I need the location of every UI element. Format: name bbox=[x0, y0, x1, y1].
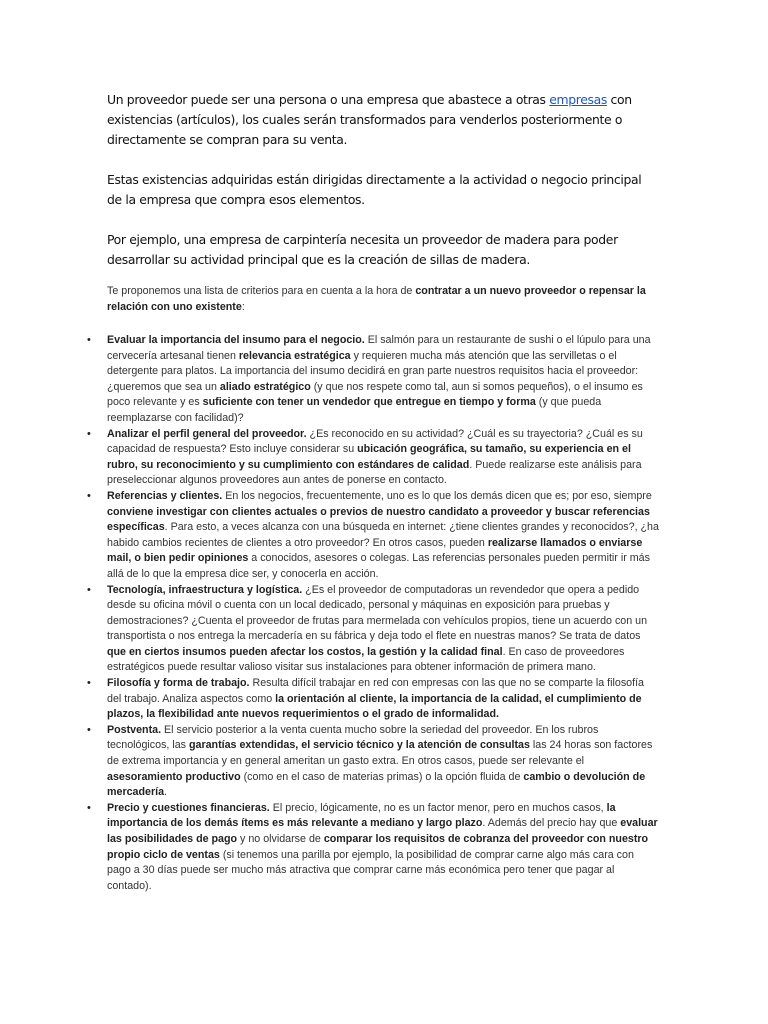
criteria-item-bold-text: Precio y cuestiones financieras. bbox=[107, 801, 270, 814]
criteria-item bbox=[87, 333, 660, 427]
criteria-item-text: . Para esto, a veces alcanza con una búsqueda en internet: ¿tiene clientes grandes y reconocidos?, ¿ha habido cambios recientes de clientes a otro proveedor? En otros casos, pueden bbox=[107, 521, 659, 549]
criteria-item-bold-text: suficiente con tener un vendedor que entregue en tiempo y forma bbox=[202, 396, 536, 409]
bullet-icon: • bbox=[87, 801, 91, 814]
criteria-item-bold-text: Postventa. bbox=[107, 723, 162, 736]
criteria-item-text: El servicio posterior a la venta cuenta mucho sobre la seriedad del proveedor. En los rubros tecnológicos, las bbox=[107, 723, 599, 752]
criteria-intro-bold: contratar a un nuevo proveedor o repensar la relación con uno existente bbox=[107, 285, 646, 313]
criteria-item-bold-text: la importancia de los demás ítems es más relevante a mediano y largo plazo bbox=[107, 801, 616, 830]
criteria-item-bold-text: Analizar el perfil general del proveedor. bbox=[107, 427, 307, 440]
criteria-item-text: (y que nos respete como tal, aun si somos pequeños), o el insumo es poco relevante y es bbox=[107, 380, 643, 409]
criteria-intro-text: Te proponemos una lista de criterios para en cuenta a la hora de bbox=[107, 285, 416, 297]
criteria-item-text: las 24 horas son factores de extrema importancia y en general ameritan un gasto extra. En otros casos, puede ser relevante el bbox=[107, 739, 653, 768]
criteria-item-bold-text: Referencias y clientes. bbox=[107, 489, 223, 502]
paragraph-example: Por ejemplo, una empresa de carpintería necesita un proveedor de madera para poder desarrollar su actividad principal que es la creación de sillas de madera. bbox=[107, 232, 618, 267]
criteria-item-text: y requieren mucha más atención que las servilletas o el detergente para platos. La importancia del insumo decidirá en gran parte nuestros requisitos hacia el proveedor: ¿queremos que sea un bbox=[107, 349, 639, 393]
criteria-item-text: . En caso de proveedores estratégicos puede resultar valioso visitar sus instalaciones para obtener información de primera mano. bbox=[107, 645, 625, 674]
paragraph-definition-text-before: Un proveedor puede ser una persona o una empresa que abastece a otras bbox=[107, 92, 550, 107]
criteria-item-bold-text: realizarse llamados o enviarse mail, o bien pedir opiniones bbox=[107, 536, 643, 565]
criteria-item-text: El salmón para un restaurante de sushi o el lúpulo para una cervecería artesanal tienen bbox=[107, 334, 651, 362]
criteria-item-bold-text: Filosofía y forma de trabajo. bbox=[107, 677, 250, 690]
criteria-item-text: ¿Es el proveedor de computadoras un revendedor que opera a pedido desde su oficina móvil o cuenta con un local dedicado, personal y máquinas en exposición para pruebas y demostraciones? ¿Cuenta el proveedor de frutas para mermelada con vehículos propios, tiene un acuerdo con un transportista o nos entrega la mercadería en su fábrica y deja todo el flete en nuestras manos? Se trata de datos bbox=[107, 583, 648, 643]
criteria-item-bold-text: Tecnología, infraestructura y logística. bbox=[107, 583, 303, 596]
empresas-link[interactable]: empresas bbox=[549, 92, 607, 107]
criteria-item-bold-text: relevancia estratégica bbox=[238, 349, 351, 362]
criteria-item-text: (como en el caso de materias primas) o la opción fluida de bbox=[240, 770, 524, 783]
criteria-item-bold-text: ubicación geográfica, su tamaño, su experiencia en el rubro, su reconocimiento y su cumplimiento con estándares de calidad bbox=[107, 443, 631, 471]
criteria-item-text: a conocidos, asesores o colegas. Las referencias personales pueden permitir ir más allá de lo que la empresa dice ser, y conocerla en acción. bbox=[107, 552, 650, 580]
criteria-item-bold-text: asesoramiento productivo bbox=[107, 770, 241, 783]
criteria-item-text: El precio, lógicamente, no es un factor menor, pero en muchos casos, bbox=[269, 801, 607, 814]
criteria-item-bold-text: conviene investigar con clientes actuales o previos de nuestro candidato a proveedor y buscar referencias específicas bbox=[107, 505, 650, 534]
criteria-item-bold-text: Evaluar la importancia del insumo para el negocio. bbox=[107, 334, 365, 346]
criteria-item-bold-text: que en ciertos insumos pueden afectar los costos, la gestión y la calidad final bbox=[107, 645, 503, 658]
criteria-item-text: Resulta difícil trabajar en red con empresas con las que no se comparte la filosofía del trabajo. Analiza aspectos como bbox=[107, 677, 644, 705]
criteria-item-bold-text: comparar los requisitos de cobranza del proveedor con nuestro propio ciclo de ventas bbox=[107, 833, 649, 861]
criteria-item-bold-text: cambio o devolución de mercadería bbox=[107, 770, 646, 799]
bullet-icon: • bbox=[87, 583, 91, 596]
bullet-icon: • bbox=[87, 677, 91, 690]
criteria-item bbox=[87, 489, 660, 583]
criteria-item-text: y no olvidarse de bbox=[237, 833, 324, 845]
criteria-item-text: (si tenemos una parilla por ejemplo, la posibilidad de comprar carne algo más cara con pago a 30 días puede ser mucho más atractiva que comprar carne más económica pero tener que pagar al contado). bbox=[107, 848, 634, 892]
criteria-item-bold-text: evaluar las posibilidades de pago bbox=[107, 817, 658, 845]
criteria-intro bbox=[107, 284, 647, 316]
criteria-item bbox=[87, 427, 660, 489]
paragraph-existencias: Estas existencias adquiridas están dirigidas directamente a la actividad o negocio principal de la empresa que compra esos elementos. bbox=[107, 172, 642, 207]
bullet-icon: • bbox=[87, 723, 91, 736]
criteria-item-text: . Puede realizarse este análisis para preseleccionar algunos proveedores aun antes de ponerse en contacto. bbox=[107, 458, 642, 487]
criteria-item-bold-text: garantías extendidas, el servicio técnico y la atención de consultas bbox=[188, 739, 530, 752]
criteria-item-text: . bbox=[164, 786, 168, 799]
criteria-item bbox=[87, 723, 660, 801]
criteria-item bbox=[87, 801, 660, 895]
criteria-item-text: . Además del precio hay que bbox=[482, 817, 621, 830]
paragraph-definition bbox=[107, 90, 647, 150]
bullet-icon: • bbox=[87, 334, 91, 346]
paragraph-definition-text-after: con existencias (artículos), los cuales serán transformados para venderlos posteriormente o directamente se compran para su venta. bbox=[107, 92, 632, 147]
criteria-item-text: (y que pueda reemplazarse con facilidad)? bbox=[107, 396, 602, 424]
criteria-item bbox=[87, 583, 660, 677]
criteria-item-text: En los negocios, frecuentemente, uno es lo que los demás dicen que es; por eso, siempre bbox=[222, 489, 652, 502]
bullet-icon: • bbox=[87, 427, 91, 440]
criteria-list bbox=[87, 333, 660, 894]
criteria-item-bold-text: aliado estratégico bbox=[219, 380, 311, 393]
criteria-item bbox=[87, 676, 660, 723]
criteria-item-text: ¿Es reconocido en su actividad? ¿Cuál es su trayectoria? ¿Cuál es su capacidad de respuesta? Esto incluye considerar su bbox=[107, 427, 643, 456]
bullet-icon: • bbox=[87, 489, 91, 502]
criteria-intro-colon: : bbox=[241, 300, 245, 313]
criteria-item-bold-text: la orientación al cliente, la importancia de la calidad, el cumplimiento de plazos, la flexibilidad ante nuevos requerimientos o el grado de informalidad. bbox=[107, 692, 642, 721]
